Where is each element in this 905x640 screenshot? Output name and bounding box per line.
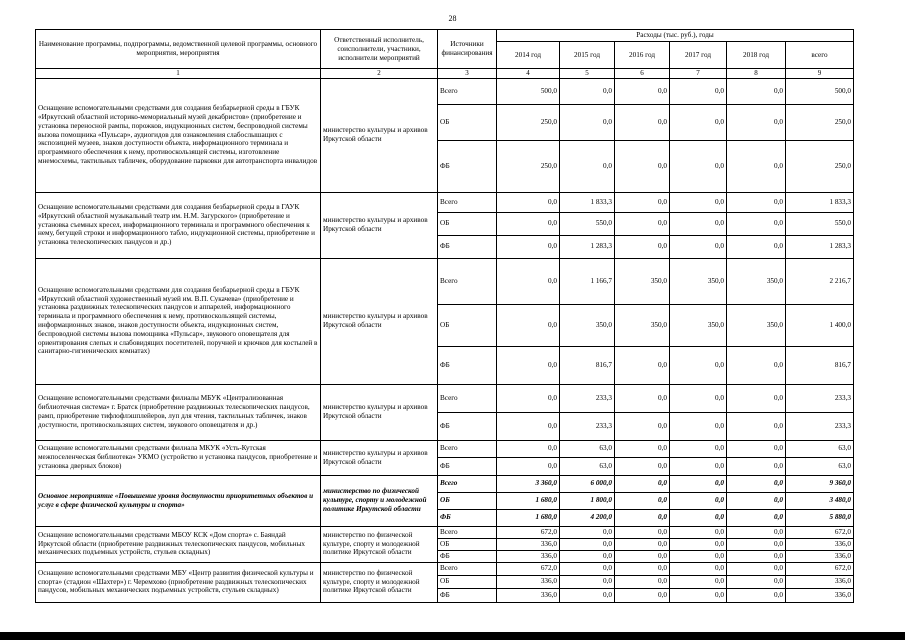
expense-value: 350,0 <box>727 304 786 346</box>
funding-source: ФБ <box>438 235 497 258</box>
expenses-table <box>35 29 854 603</box>
expense-value: 0,0 <box>615 550 670 562</box>
expense-value: 0,0 <box>497 412 560 440</box>
funding-source: ФБ <box>438 412 497 440</box>
funding-source: ОБ <box>438 104 497 140</box>
expense-value: 0,0 <box>670 384 727 412</box>
expense-value: 0,0 <box>727 412 786 440</box>
expense-value: 550,0 <box>786 212 854 235</box>
expense-value: 350,0 <box>670 304 727 346</box>
funding-source: ОБ <box>438 212 497 235</box>
page-number: 28 <box>448 14 457 23</box>
column-index: 7 <box>670 69 727 79</box>
funding-source: ФБ <box>438 588 497 602</box>
header-source: Источники финансирования <box>438 30 497 69</box>
expense-value: 336,0 <box>786 550 854 562</box>
expense-value: 1 833,3 <box>786 192 854 212</box>
expense-value: 0,0 <box>727 492 786 509</box>
expense-value: 0,0 <box>670 235 727 258</box>
activity-description: Оснащение вспомогательными средствами МБУ «Центр развития физической культуры и спорта» (стадион «Шахтер») г. Черемхово (приобретение раздвижных телескопических пандусов, мобильных механических подъемных устройств, стульев складных) <box>36 562 321 602</box>
expense-value: 2 216,7 <box>786 258 854 304</box>
expense-value: 1 400,0 <box>786 304 854 346</box>
column-index: 3 <box>438 69 497 79</box>
column-index: 6 <box>615 69 670 79</box>
header-executor: Ответственный исполнитель, соисполнители, участники, исполнители мероприятий <box>321 30 438 69</box>
expense-value: 0,0 <box>727 475 786 492</box>
expense-value: 0,0 <box>670 457 727 475</box>
expense-value: 0,0 <box>670 212 727 235</box>
expense-value: 0,0 <box>727 509 786 526</box>
expense-value: 0,0 <box>615 384 670 412</box>
responsible-executor: министерство культуры и архивов Иркутской области <box>321 440 438 475</box>
responsible-executor: министерство по физической культуре, спорту и молодежной политике Иркутской области <box>321 475 438 526</box>
table-row <box>36 475 854 492</box>
funding-source: ОБ <box>438 538 497 550</box>
activity-description: Оснащение вспомогательными средствами для создания безбарьерной среды в ГАУК «Иркутский областной музыкальный театр им. Н.М. Загурского» (приобретение и установка съемных кресел, информационного терминала и программного обеспечения к нему, бегущей строки и информационного табло, индукционной системы, приобретение и установка телескопических пандусов и др.) <box>36 192 321 258</box>
expense-value: 0,0 <box>615 412 670 440</box>
expense-value: 0,0 <box>560 78 615 104</box>
expense-value: 3 480,0 <box>786 492 854 509</box>
expense-value: 233,3 <box>786 384 854 412</box>
expense-value: 0,0 <box>615 440 670 457</box>
funding-source: Всего <box>438 192 497 212</box>
funding-source: Всего <box>438 78 497 104</box>
funding-source: ФБ <box>438 140 497 192</box>
expense-value: 0,0 <box>497 212 560 235</box>
expense-value: 0,0 <box>670 412 727 440</box>
expense-value: 63,0 <box>786 457 854 475</box>
activity-description: Оснащение вспомогательными средствами филиалы МБУК «Централизованная библиотечная система» г. Братск (приобретение раздвижных телескопических пандусов, рамп, приобретение тифлофлэшплейеров, луп для чтения, тактильных табличек, знаков доступности, противоскользящих систем, звукового оповещателя и др.) <box>36 384 321 440</box>
expense-value: 0,0 <box>670 588 727 602</box>
expense-value: 0,0 <box>615 562 670 575</box>
expense-value: 0,0 <box>497 304 560 346</box>
responsible-executor: министерство культуры и архивов Иркутской области <box>321 78 438 192</box>
expense-value: 0,0 <box>727 384 786 412</box>
expense-value: 0,0 <box>615 575 670 588</box>
expense-value: 63,0 <box>560 457 615 475</box>
expense-value: 6 000,0 <box>560 475 615 492</box>
funding-source: ОБ <box>438 575 497 588</box>
table-row <box>36 562 854 575</box>
expense-value: 0,0 <box>727 588 786 602</box>
expense-value: 0,0 <box>727 140 786 192</box>
expense-value: 250,0 <box>786 140 854 192</box>
expense-value: 3 360,0 <box>497 475 560 492</box>
expense-value: 1 800,0 <box>560 492 615 509</box>
expense-value: 0,0 <box>497 384 560 412</box>
expense-value: 0,0 <box>727 457 786 475</box>
expense-value: 0,0 <box>670 104 727 140</box>
responsible-executor: министерство культуры и архивов Иркутской области <box>321 384 438 440</box>
expense-value: 0,0 <box>727 78 786 104</box>
expense-value: 0,0 <box>727 212 786 235</box>
column-index: 2 <box>321 69 438 79</box>
expense-value: 672,0 <box>786 526 854 538</box>
expense-value: 336,0 <box>497 550 560 562</box>
header-year: 2016 год <box>615 42 670 69</box>
expense-value: 550,0 <box>560 212 615 235</box>
funding-source: Всего <box>438 562 497 575</box>
expense-value: 0,0 <box>615 588 670 602</box>
expense-value: 0,0 <box>727 346 786 384</box>
expense-value: 1 283,3 <box>560 235 615 258</box>
expense-value: 250,0 <box>497 104 560 140</box>
expense-value: 233,3 <box>560 384 615 412</box>
expense-value: 250,0 <box>497 140 560 192</box>
activity-description: Оснащение вспомогательными средствами МБОУ КСК «Дом спорта» с. Баяндай Иркутской области (приобретение раздвижных телескопических пандусов, мобильных механических подъемных устройств, стульев складных) <box>36 526 321 562</box>
funding-source: Всего <box>438 440 497 457</box>
expense-value: 0,0 <box>670 538 727 550</box>
header-expenses: Расходы (тыс. руб.), годы <box>497 30 854 42</box>
expense-value: 350,0 <box>727 258 786 304</box>
expense-value: 0,0 <box>670 492 727 509</box>
expense-value: 0,0 <box>727 440 786 457</box>
expense-value: 0,0 <box>670 475 727 492</box>
expense-value: 0,0 <box>670 550 727 562</box>
expense-value: 0,0 <box>615 346 670 384</box>
expense-value: 672,0 <box>497 562 560 575</box>
funding-source: ФБ <box>438 509 497 526</box>
expense-value: 0,0 <box>615 457 670 475</box>
header-year: 2015 год <box>560 42 615 69</box>
table-row <box>36 440 854 457</box>
funding-source: ФБ <box>438 346 497 384</box>
expense-value: 672,0 <box>786 562 854 575</box>
expense-value: 0,0 <box>670 575 727 588</box>
expense-value: 0,0 <box>670 509 727 526</box>
expense-value: 0,0 <box>560 588 615 602</box>
expense-value: 0,0 <box>615 492 670 509</box>
expense-value: 0,0 <box>670 192 727 212</box>
column-index: 1 <box>36 69 321 79</box>
expense-value: 9 360,0 <box>786 475 854 492</box>
responsible-executor: министерство по физической культуре, спорту и молодежной политике Иркутской области <box>321 526 438 562</box>
expense-value: 0,0 <box>615 509 670 526</box>
expense-value: 0,0 <box>615 538 670 550</box>
expense-value: 0,0 <box>727 104 786 140</box>
expense-value: 336,0 <box>497 575 560 588</box>
funding-source: ФБ <box>438 457 497 475</box>
activity-description: Оснащение вспомогательными средствами для создания безбарьерной среды в ГБУК «Иркутский областной историко-мемориальный музей декабристов» (приобретение и установка переносной рампы, порожков, индукционных систем, беспроводной системы вызова помощника «Пульсар», аудиогидов для ознакомления слабослышащих с экспозицией музеев, знаков доступности объекта, информационного терминала и программного обеспечения к нему, противоскользящей системы, изготовление мнемосхемы, тактильных табличек, оборудование парковки для автотранспорта инвалидов <box>36 78 321 192</box>
column-index: 5 <box>560 69 615 79</box>
expense-value: 1 680,0 <box>497 492 560 509</box>
expense-value: 336,0 <box>786 538 854 550</box>
activity-description: Оснащение вспомогательными средствами филиала МКУК «Усть-Кутская межпоселенческая библиотека» УКМО (устройство и установка пандусов, приобретение и установка дверных блоков) <box>36 440 321 475</box>
expense-value: 0,0 <box>727 235 786 258</box>
expense-value: 500,0 <box>786 78 854 104</box>
expense-value: 0,0 <box>560 104 615 140</box>
expense-value: 233,3 <box>786 412 854 440</box>
expense-value: 500,0 <box>497 78 560 104</box>
funding-source: Всего <box>438 384 497 412</box>
funding-source: Всего <box>438 258 497 304</box>
expense-value: 350,0 <box>670 258 727 304</box>
expense-value: 0,0 <box>615 235 670 258</box>
table-row <box>36 258 854 304</box>
expense-value: 63,0 <box>786 440 854 457</box>
expense-value: 0,0 <box>727 538 786 550</box>
expense-value: 63,0 <box>560 440 615 457</box>
expense-value: 0,0 <box>497 258 560 304</box>
header-year: всего <box>786 42 854 69</box>
expense-value: 0,0 <box>727 575 786 588</box>
expense-value: 0,0 <box>615 475 670 492</box>
funding-source: ОБ <box>438 304 497 346</box>
expense-value: 0,0 <box>670 526 727 538</box>
funding-source: ФБ <box>438 550 497 562</box>
expense-value: 816,7 <box>786 346 854 384</box>
table-row <box>36 78 854 104</box>
responsible-executor: министерство культуры и архивов Иркутской области <box>321 258 438 384</box>
expense-value: 4 200,0 <box>560 509 615 526</box>
expense-value: 350,0 <box>615 258 670 304</box>
expense-value: 0,0 <box>497 457 560 475</box>
column-index: 4 <box>497 69 560 79</box>
activity-description: Оснащение вспомогательными средствами для создания безбарьерной среды в ГБУК «Иркутский областной художественный музей им. В.П. Сукачева» (приобретение и установка раздвижных телескопических пандусов и аппарелей, информационного терминала и программного обеспечения к нему, противоскользящей системы, информационных знаков, знаков доступности объекта, индукционных систем, беспроводной системы вызова помощника «Пульсар», звукового оповещателя для ориентирования слепых и слабовидящих посетителей, поручней и крючков для костылей в санитарно-гигиенических комнатах) <box>36 258 321 384</box>
expense-value: 350,0 <box>615 304 670 346</box>
expense-value: 0,0 <box>615 78 670 104</box>
header-year: 2017 год <box>670 42 727 69</box>
header-program: Наименование программы, подпрограммы, ведомственной целевой программы, основного мероприятия, мероприятия <box>36 30 321 69</box>
expense-value: 0,0 <box>615 526 670 538</box>
expense-value: 0,0 <box>560 550 615 562</box>
expense-value: 0,0 <box>727 192 786 212</box>
expense-value: 0,0 <box>560 538 615 550</box>
expense-value: 0,0 <box>497 235 560 258</box>
expense-value: 0,0 <box>727 526 786 538</box>
column-index: 8 <box>727 69 786 79</box>
table-row <box>36 384 854 412</box>
expense-value: 250,0 <box>786 104 854 140</box>
expense-value: 0,0 <box>615 104 670 140</box>
expense-value: 1 680,0 <box>497 509 560 526</box>
expense-value: 336,0 <box>786 588 854 602</box>
expense-value: 0,0 <box>615 140 670 192</box>
header-year: 2014 год <box>497 42 560 69</box>
expense-value: 0,0 <box>727 550 786 562</box>
expense-value: 0,0 <box>615 192 670 212</box>
expense-value: 0,0 <box>670 140 727 192</box>
table-row <box>36 526 854 538</box>
expense-value: 336,0 <box>497 538 560 550</box>
expense-value: 233,3 <box>560 412 615 440</box>
expense-value: 0,0 <box>615 212 670 235</box>
responsible-executor: министерство по физической культуре, спорту и молодежной политике Иркутской области <box>321 562 438 602</box>
expense-value: 336,0 <box>497 588 560 602</box>
expense-value: 0,0 <box>497 192 560 212</box>
expense-value: 672,0 <box>497 526 560 538</box>
expense-value: 0,0 <box>670 346 727 384</box>
responsible-executor: министерство культуры и архивов Иркутской области <box>321 192 438 258</box>
funding-source: Всего <box>438 526 497 538</box>
expense-value: 0,0 <box>560 575 615 588</box>
expense-value: 0,0 <box>560 562 615 575</box>
expense-value: 350,0 <box>560 304 615 346</box>
expense-value: 1 166,7 <box>560 258 615 304</box>
expense-value: 0,0 <box>497 346 560 384</box>
expense-value: 0,0 <box>670 562 727 575</box>
expense-value: 1 833,3 <box>560 192 615 212</box>
scan-edge <box>0 632 905 640</box>
expense-value: 0,0 <box>670 78 727 104</box>
expense-value: 336,0 <box>786 575 854 588</box>
expense-value: 5 880,0 <box>786 509 854 526</box>
expense-value: 0,0 <box>560 140 615 192</box>
funding-source: Всего <box>438 475 497 492</box>
header-year: 2018 год <box>727 42 786 69</box>
column-index: 9 <box>786 69 854 79</box>
funding-source: ОБ <box>438 492 497 509</box>
activity-description: Основное мероприятие «Повышение уровня доступности приоритетных объектов и услуг в сфере физической культуры и спорта» <box>36 475 321 526</box>
expense-value: 0,0 <box>727 562 786 575</box>
expense-value: 0,0 <box>497 440 560 457</box>
table-row <box>36 192 854 212</box>
expense-value: 0,0 <box>560 526 615 538</box>
expense-value: 816,7 <box>560 346 615 384</box>
expense-value: 1 283,3 <box>786 235 854 258</box>
expense-value: 0,0 <box>670 440 727 457</box>
